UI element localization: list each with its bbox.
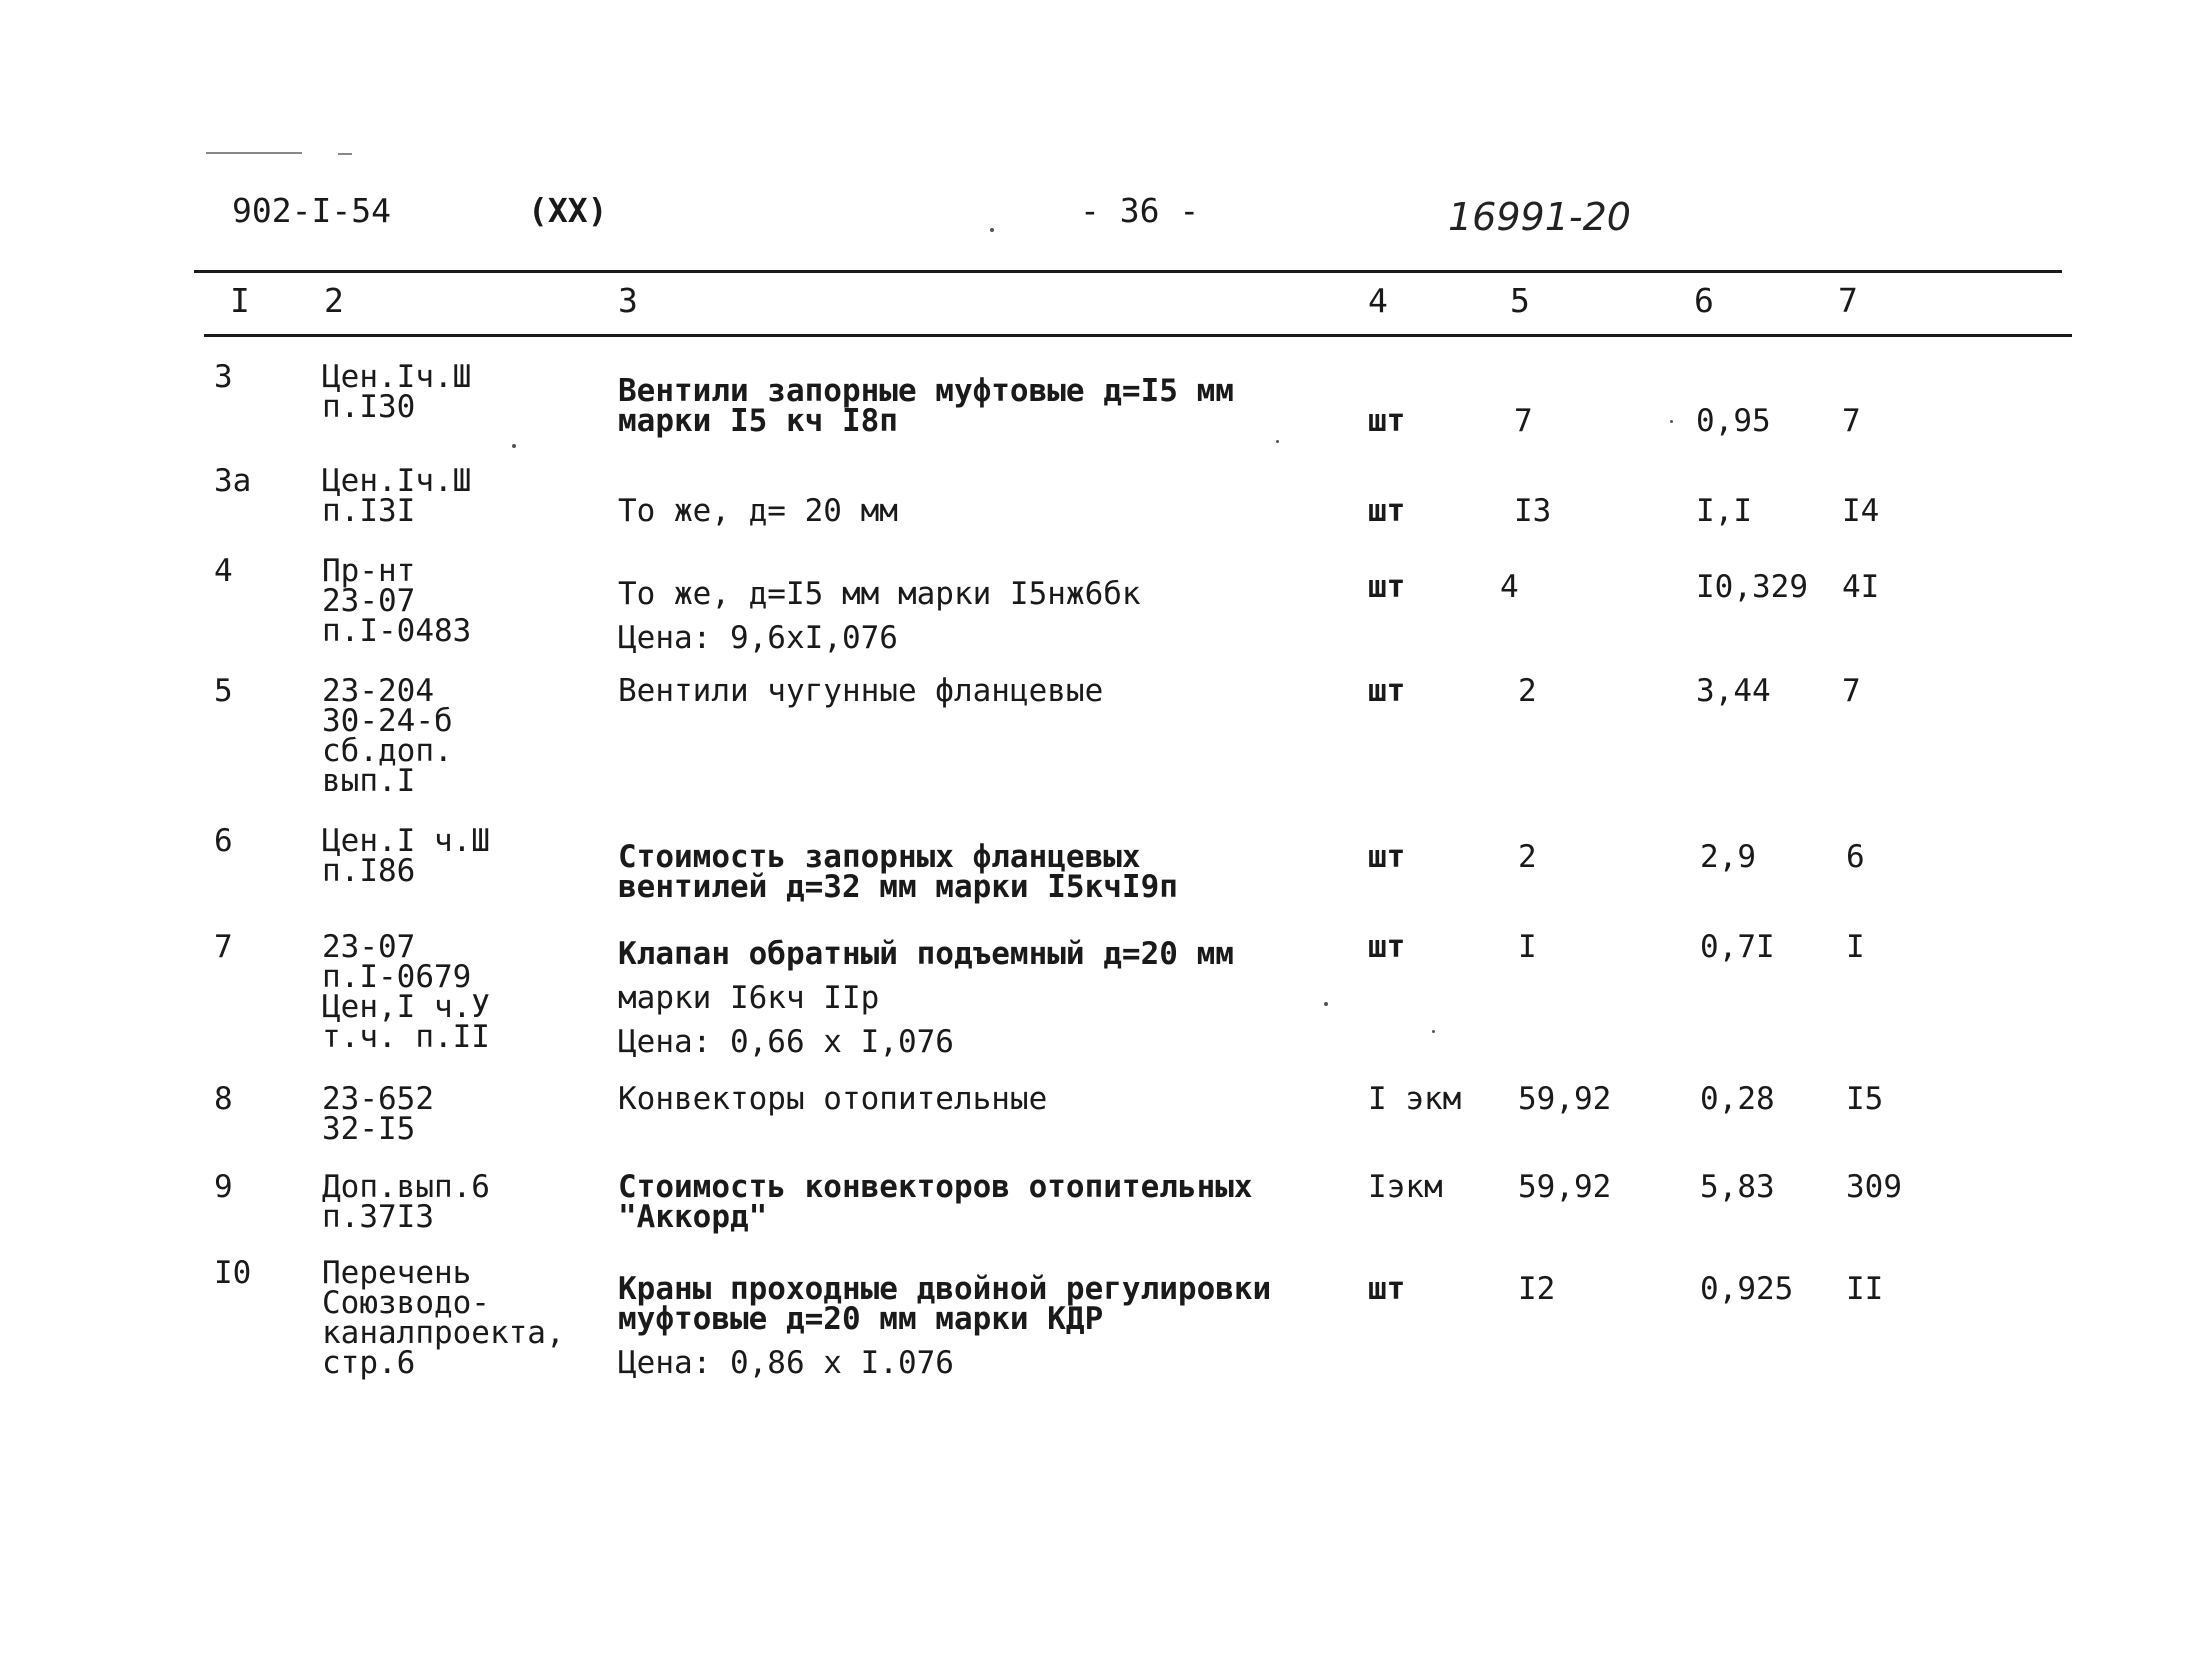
row-description: Клапан обратный подъемный д=20 мм марки I6кч IIр Цена: 0,66 х I,076	[618, 936, 1234, 1060]
row-unit: I экм	[1368, 1081, 1462, 1117]
row-quantity: 2	[1518, 839, 1537, 875]
row-total: II	[1846, 1271, 1884, 1307]
row-number: I0	[214, 1255, 252, 1291]
table-top-rule	[194, 270, 2062, 273]
row-total: 7	[1842, 673, 1861, 709]
row-total: 7	[1842, 403, 1861, 439]
scan-mark	[338, 153, 352, 155]
row-unit-price: 0,28	[1700, 1081, 1775, 1117]
row-number: 3	[214, 359, 233, 395]
column-header-4: 4	[1368, 281, 1388, 320]
row-unit: Iэкм	[1368, 1169, 1443, 1205]
row-quantity: 2	[1518, 673, 1537, 709]
row-description: Вентили чугунные фланцевые	[618, 673, 1104, 709]
row-unit: шт	[1368, 403, 1406, 439]
column-header-6: 6	[1694, 281, 1714, 320]
row-quantity: I	[1518, 929, 1537, 965]
row-unit: шт	[1368, 493, 1406, 529]
row-reference: Пр-нт 23-07 п.I-0483	[322, 553, 472, 649]
row-total: I	[1846, 929, 1865, 965]
row-reference: 23-07 п.I-0679 Цен,I ч.У т.ч. п.II	[322, 929, 490, 1055]
scan-speck	[1432, 1030, 1435, 1033]
scan-speck	[1324, 1002, 1328, 1006]
row-reference: Цен.Iч.Ш п.I3I	[322, 463, 472, 529]
page-number: - 36 -	[1080, 191, 1200, 230]
column-header-3: 3	[618, 281, 638, 320]
row-description: То же, д=I5 мм марки I5нж6бк Цена: 9,6хI,076	[618, 576, 1141, 656]
header-bottom-rule	[204, 334, 2072, 337]
row-unit: шт	[1368, 673, 1406, 709]
row-unit: шт	[1368, 839, 1406, 875]
row-number: 5	[214, 673, 233, 709]
row-unit-price: I,I	[1696, 493, 1752, 529]
row-unit-price: 3,44	[1696, 673, 1771, 709]
row-total: 4I	[1842, 569, 1880, 605]
row-total: 6	[1846, 839, 1865, 875]
row-unit: шт	[1368, 569, 1406, 605]
scan-mark	[206, 152, 302, 154]
row-description: То же, д= 20 мм	[618, 493, 898, 529]
row-description: Вентили запорные муфтовые д=I5 мм марки I5 кч I8п	[618, 373, 1234, 439]
row-total: I4	[1842, 493, 1880, 529]
row-total: I5	[1846, 1081, 1884, 1117]
row-description: Стоимость запорных фланцевых вентилей д=32 мм марки I5кчI9п	[618, 839, 1178, 905]
row-total: 309	[1846, 1169, 1902, 1205]
row-reference: 23-652 32-I5	[322, 1081, 434, 1147]
column-header-7: 7	[1838, 281, 1858, 320]
row-quantity: 7	[1514, 403, 1533, 439]
row-unit-price: 0,925	[1700, 1271, 1794, 1307]
column-header-5: 5	[1510, 281, 1530, 320]
scan-speck	[990, 228, 994, 232]
row-unit-price: I0,329	[1696, 569, 1808, 605]
row-number: 9	[214, 1169, 233, 1205]
row-number: 3а	[214, 463, 252, 499]
document-code: 902-I-54	[232, 191, 391, 230]
row-description: Краны проходные двойной регулировки муфтовые д=20 мм марки КДР Цена: 0,86 х I.076	[618, 1271, 1272, 1381]
row-unit-price: 5,83	[1700, 1169, 1775, 1205]
column-header-2: 2	[324, 281, 344, 320]
row-number: 8	[214, 1081, 233, 1117]
row-reference: Цен.I ч.Ш п.I86	[322, 823, 490, 889]
row-number: 7	[214, 929, 233, 965]
row-unit: шт	[1368, 1271, 1406, 1307]
row-quantity: 59,92	[1518, 1169, 1612, 1205]
inventory-number: 16991-20	[1448, 195, 1631, 239]
row-description: Стоимость конвекторов отопительных "Аккорд"	[618, 1169, 1253, 1235]
row-number: 6	[214, 823, 233, 859]
row-unit-price: 0,7I	[1700, 929, 1775, 965]
row-reference: Доп.вып.6 п.37I3	[322, 1169, 490, 1235]
scan-speck	[512, 444, 516, 448]
row-quantity: 4	[1500, 569, 1519, 605]
row-quantity: I3	[1514, 493, 1552, 529]
row-quantity: I2	[1518, 1271, 1556, 1307]
row-description: Конвекторы отопительные	[618, 1081, 1048, 1117]
row-reference: 23-204 30-24-б сб.доп. вып.I	[322, 673, 453, 799]
row-reference: Перечень Союзводо- каналпроекта, стр.6	[322, 1255, 565, 1381]
scan-speck	[1670, 420, 1673, 423]
row-number: 4	[214, 553, 233, 589]
row-reference: Цен.Iч.Ш п.I30	[322, 359, 472, 425]
column-header-1: I	[230, 281, 250, 320]
row-unit-price: 0,95	[1696, 403, 1771, 439]
scan-speck	[1276, 440, 1279, 443]
row-unit-price: 2,9	[1700, 839, 1756, 875]
sheet-mark: (XX)	[528, 191, 608, 230]
row-quantity: 59,92	[1518, 1081, 1612, 1117]
row-unit: шт	[1368, 929, 1406, 965]
